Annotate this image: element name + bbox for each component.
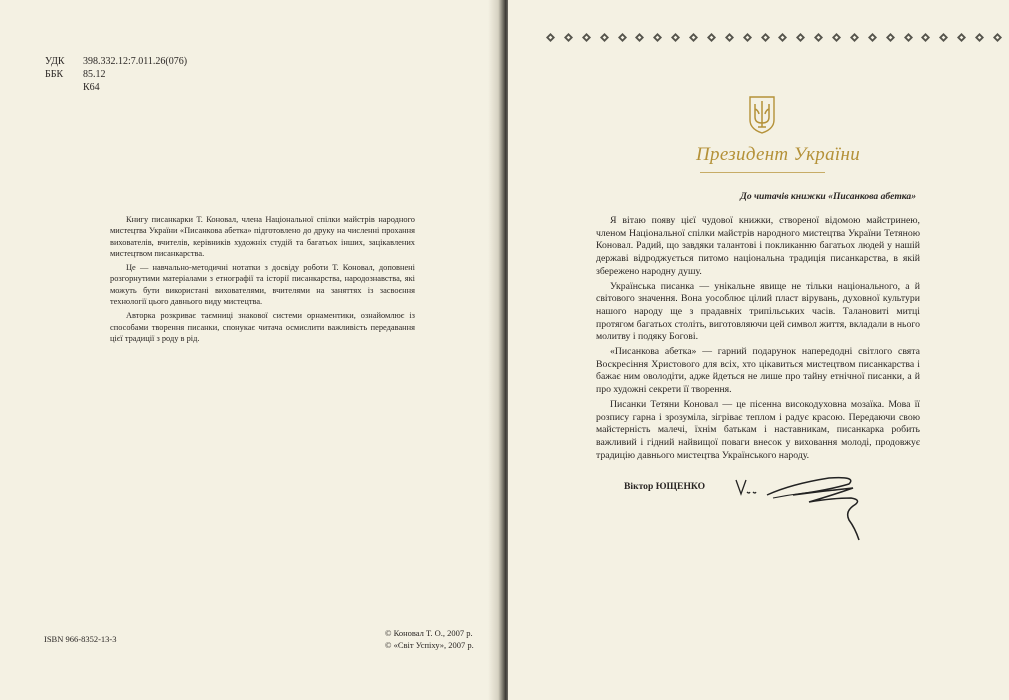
- ornament-diamond-icon: [904, 33, 913, 42]
- bbk-row: [45, 68, 187, 81]
- copyright-line: © «Світ Успіху», 2007 р.: [385, 639, 474, 650]
- letter-paragraph: Писанки Тетяни Коновал — це пісенна високодуховна мозаїка. Мова її розпису гарна і зрозуміла, зігріває теплом і радує красою. Передаючи свою майстерність малечі, їхнім батькам і наставникам, писанкарка робить важливий і гідний найвищої поваги внесок у виховання молоді, продовжує традицію давнього мистецтва Українського народу.: [596, 398, 920, 461]
- handwritten-signature: [733, 468, 863, 548]
- president-title: Президент України: [696, 144, 860, 165]
- isbn: ISBN 966-8352-13-3: [44, 634, 117, 644]
- copyright-line: © Коновал Т. О., 2007 р.: [385, 628, 473, 638]
- ornament-diamond-icon: [832, 33, 841, 42]
- ornament-diamond-icon: [939, 33, 948, 42]
- trident-emblem-icon: [747, 94, 777, 134]
- ornament-diamond-icon: [921, 33, 930, 42]
- ornament-diamond-icon: [635, 33, 644, 42]
- ornament-diamond-icon: [868, 33, 877, 42]
- ornament-diamond-icon: [975, 33, 984, 42]
- signer-name: Віктор ЮЩЕНКО: [624, 481, 706, 492]
- intro-text: [110, 214, 415, 347]
- letter-paragraph: Я вітаю появу цієї чудової книжки, створеної відомою майстринею, членом Національної спілки майстрів народного мистецтва України Тетяною Коновал. Радий, що завдяки талантові і покликанню багатьох людей у нашій державі відроджується питомо національна традиція писанкарства, в якій збережено народну душу.: [596, 215, 920, 277]
- copyright-block: [385, 628, 474, 651]
- ornament-diamond-icon: [814, 33, 823, 42]
- ornament-border: [546, 30, 1002, 44]
- ornament-diamond-icon: [618, 33, 627, 42]
- intro-paragraph: Авторка розкриває таємниці знакової системи орнаментики, ознайомлює із способами творення писанки, спонукає читача осмислити важливість передавання цієї традиції з роду в рід.: [110, 311, 415, 343]
- ornament-diamond-icon: [600, 33, 609, 42]
- left-page: [0, 0, 500, 700]
- ornament-diamond-icon: [886, 33, 895, 42]
- udk-block: [45, 55, 187, 94]
- ornament-diamond-icon: [653, 33, 662, 42]
- bbk-code: ББК: [45, 69, 64, 80]
- bbk-value: 85.12: [83, 69, 106, 80]
- ornament-diamond-icon: [564, 33, 573, 42]
- udk-code: УДК: [45, 56, 65, 67]
- ornament-diamond-icon: [761, 33, 770, 42]
- author-sign-row: [45, 81, 187, 94]
- ornament-diamond-icon: [725, 33, 734, 42]
- intro-paragraph: Книгу писанкарки Т. Коновал, члена Національної спілки майстрів народного мистецтва України «Писанкова абетка» підготовлено до друку на численні прохання вихователів, вчителів, керівників художніх студій та багатьох інших, зацікавлених мистецтвом писанкарства.: [110, 215, 415, 258]
- ornament-diamond-icon: [796, 33, 805, 42]
- ornament-diamond-icon: [993, 33, 1002, 42]
- letter-paragraph: «Писанкова абетка» — гарний подарунок напередодні світлого свята Воскресіння Христового для всіх, хто цікавиться мистецтвом писанкарства і бажає ним оволодіти, адже йдеться не лише про тайну етнічної писанки, а й про художні секрети її творення.: [596, 346, 920, 396]
- ornament-diamond-icon: [671, 33, 680, 42]
- ornament-diamond-icon: [582, 33, 591, 42]
- letter-addressee: До читачів книжки «Писанкова абетка»: [740, 191, 916, 202]
- ornament-diamond-icon: [850, 33, 859, 42]
- ornament-diamond-icon: [743, 33, 752, 42]
- letter-paragraph: Українська писанка — унікальне явище не тільки національного, а й світового значення. Вона уособлює цілий пласт вірувань, духовної культури нашого народу ще з прадавніх трипільських часів. Талановиті митці протягом багатьох століть, виготовляючи цей символ життя, вкладали в нього молитву і подяку Богові.: [596, 280, 920, 343]
- ornament-diamond-icon: [957, 33, 966, 42]
- ornament-diamond-icon: [689, 33, 698, 42]
- ornament-diamond-icon: [778, 33, 787, 42]
- intro-paragraph: Це — навчально-методичні нотатки з досвіду роботи Т. Коновал, доповнені розгорнутими матеріалами з етнографії та історії писанкарства, народознавства, які можуть бути використані вихователями, вчителями на заняттях із засвоєння технології цього давнього виду мистецтва.: [110, 263, 415, 307]
- title-divider: [700, 172, 825, 173]
- letter-body: [596, 215, 920, 464]
- ornament-diamond-icon: [546, 33, 555, 42]
- ornament-diamond-icon: [707, 33, 716, 42]
- udk-row: [45, 55, 187, 68]
- author-sign: К64: [83, 82, 100, 93]
- udk-value: 398.332.12:7.011.26(076): [83, 56, 188, 67]
